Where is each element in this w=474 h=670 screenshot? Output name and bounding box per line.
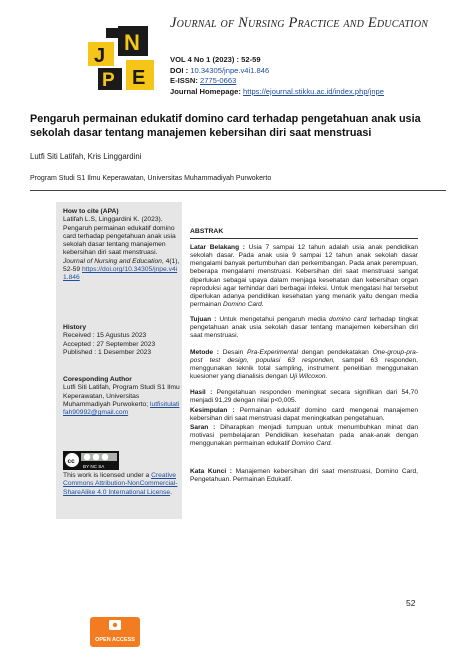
article-title: Pengaruh permainan edukatif domino card terhadap pengetahuan anak usia sekolah dasar tentang manajemen kebersihan diri saat menstruasi	[30, 113, 421, 139]
abstract-background	[190, 244, 418, 309]
objective-italic: domino card	[328, 316, 367, 323]
background-text: Usia 7 sampai 12 tahun adalah usia anak pendidikan sekolah dasar. Pada anak usia 9 sampai 12 tahun anak sekolah dasar mengalami banyak pertumbuhan dan perkembangan. Pada anak perempuan, beberapa mengalami menstruasi. Kebersihan diri saat menstruasi sangat diperlukan sebagai upaya dalam menjaga kesehatan dan kebersihan organ reproduksi agar terhindar dari berbagai infeksi. Untuk mengatasi hal tersebut diperlukan adanya pendidikan kesehatan yang menarik yaitu dengan media permainan	[190, 244, 418, 309]
objective-text-2: terhadap tingkat pengetahuan anak usia sekolah dasar tentang manajemen kebersihan diri saat menstruasi.	[190, 316, 418, 340]
cite-text: Latifah L.S, Linggardini K. (2023). Pengaruh permainan edukatif domino card terhadap pengetahuan anak usia sekolah dasar tentang manajemen kebersihan diri saat menstruasi.	[63, 216, 176, 257]
journal-title: Journal of Nursing Practice and Education	[170, 15, 429, 31]
doi-label: DOI :	[170, 65, 189, 75]
volume-line: VOL 4 No 1 (2023) : 52-59	[170, 55, 261, 64]
abstract-results	[190, 389, 418, 405]
header-divider	[30, 190, 446, 191]
results-key: Hasil :	[190, 389, 213, 396]
doi-line	[170, 66, 384, 77]
objective-text-1: Untuk mengetahui pengaruh media	[219, 316, 326, 323]
cc-license-badge[interactable]	[63, 451, 119, 470]
background-key: Latar Belakang :	[190, 244, 245, 251]
authors: Lutfi Siti Latifah, Kris Linggardini	[30, 152, 142, 161]
license-block	[63, 472, 181, 497]
eissn-label: E-ISSN:	[170, 76, 198, 86]
received-date: Received : 15 Agustus 2023	[63, 332, 147, 340]
nc-icon	[93, 454, 100, 461]
method-italic-3: Uji Wilcoxon.	[289, 373, 328, 381]
cite-doi-link[interactable]: https://doi.org/10.34305/jnpe.v4i1.846	[63, 266, 178, 282]
page-number: 52	[406, 598, 416, 608]
method-text-1: Desain	[222, 349, 244, 356]
doi-link[interactable]: 10.34305/jnpe.v4i1.846	[190, 65, 270, 75]
cite-journal: Journal of Nursing and Education	[63, 257, 162, 265]
abstract-method	[190, 349, 418, 382]
affiliation: Program Studi S1 Ilmu Keperawatan, Universitas Muhammadiyah Purwokerto	[30, 175, 272, 182]
logo-letter-n: N	[124, 30, 140, 55]
method-text-2: dengan pendekatakan	[301, 349, 369, 356]
journal-logo	[84, 20, 162, 94]
history-heading: History	[63, 324, 87, 331]
method-italic-1: Pra-Experimental	[247, 349, 298, 356]
cite-volume: , 4(1), 52-59	[63, 257, 180, 274]
journal-meta	[170, 55, 384, 97]
method-italic-2: One-group-pra-post test design, populasi 63 responden,	[190, 349, 419, 365]
published-date: Published : 1 Desember 2023	[63, 348, 152, 356]
license-link[interactable]: Creative Commons Attribution-NonCommercial-ShareAlike 4.0 International License	[63, 472, 178, 496]
keywords-text: Manajemen kebersihan diri saat menstruasi, Domino Card, Pengetahuan. Permainan Edukatif.	[190, 468, 418, 484]
history-block	[63, 324, 181, 357]
keywords-key: Kata Kunci :	[190, 468, 232, 475]
cite-heading: How to cite (APA)	[63, 208, 119, 215]
logo-letter-e: E	[132, 67, 146, 89]
accepted-date: Accepted : 27 September 2023	[63, 340, 156, 348]
method-text-3: sampel 63 responden, menggunakan teknik total sampling, instrument penelitian menggunakan kuesioner yang dianalisis dengan	[190, 357, 418, 381]
corresponding-block	[63, 376, 181, 417]
svg-text:cc: cc	[67, 458, 75, 465]
keywords	[190, 468, 418, 484]
corresponding-heading: Coresponding Author	[63, 376, 132, 383]
eissn-link[interactable]: 2775-0663	[199, 76, 237, 86]
abstract-suggestion	[190, 424, 418, 448]
results-text: Pengetahuan responden meningkat secara signifikan dari 54,70 menjadi 91,29 dengan nilai p<0,005.	[190, 389, 418, 405]
suggestion-key: Saran :	[190, 424, 216, 431]
method-key: Metode :	[190, 349, 219, 356]
background-italic: Domino Card.	[223, 301, 264, 309]
logo-letter-p: P	[102, 70, 115, 91]
open-access-badge	[90, 617, 140, 647]
license-prefix: This work is licensed under a	[63, 472, 150, 479]
eissn-line	[170, 76, 384, 87]
corresponding-text: Lutfi Siti Latifah, Program Studi S1 Ilmu Keperawatan, Universitas Muhammadiyah Purwokerto;	[63, 384, 180, 408]
homepage-line	[170, 87, 384, 98]
abstract-heading: ABSTRAK	[190, 228, 224, 235]
objective-key: Tujuan :	[190, 316, 217, 323]
homepage-link[interactable]: https://ejournal.stikku.ac.id/index.php/jnpe	[243, 86, 385, 96]
suggestion-italic: Domino Card.	[291, 440, 333, 448]
cite-block	[63, 208, 181, 283]
abstract-objective	[190, 316, 418, 340]
conclusion-text: Permainan edukatif domino card mengenai manajemen kebersihan diri saat menstruasi dapat meningkatkan pengetahuan.	[190, 407, 418, 423]
homepage-label: Journal Homepage:	[170, 86, 241, 96]
conclusion-key: Kesimpulan :	[190, 407, 235, 414]
logo-block-top	[106, 28, 118, 38]
logo-letter-j: J	[94, 45, 106, 67]
license-suffix: .	[170, 488, 172, 496]
cc-badge-text: BY NC SA	[83, 464, 105, 469]
open-access-text: OPEN ACCESS	[95, 637, 135, 643]
suggestion-text: Diharapkan menjadi tumpuan untuk menumbuhkan minat dan motivasi pembelajaran Pendidikan kesehatan pada anak-anak dengan menggunakan permainan edukatif	[190, 424, 418, 448]
sa-icon	[102, 454, 109, 461]
by-icon	[84, 454, 91, 461]
abstract-divider	[190, 238, 418, 239]
corresponding-email-link[interactable]: lutfisitulatifah90992@gmail.com	[63, 400, 180, 417]
abstract-conclusion	[190, 407, 418, 423]
